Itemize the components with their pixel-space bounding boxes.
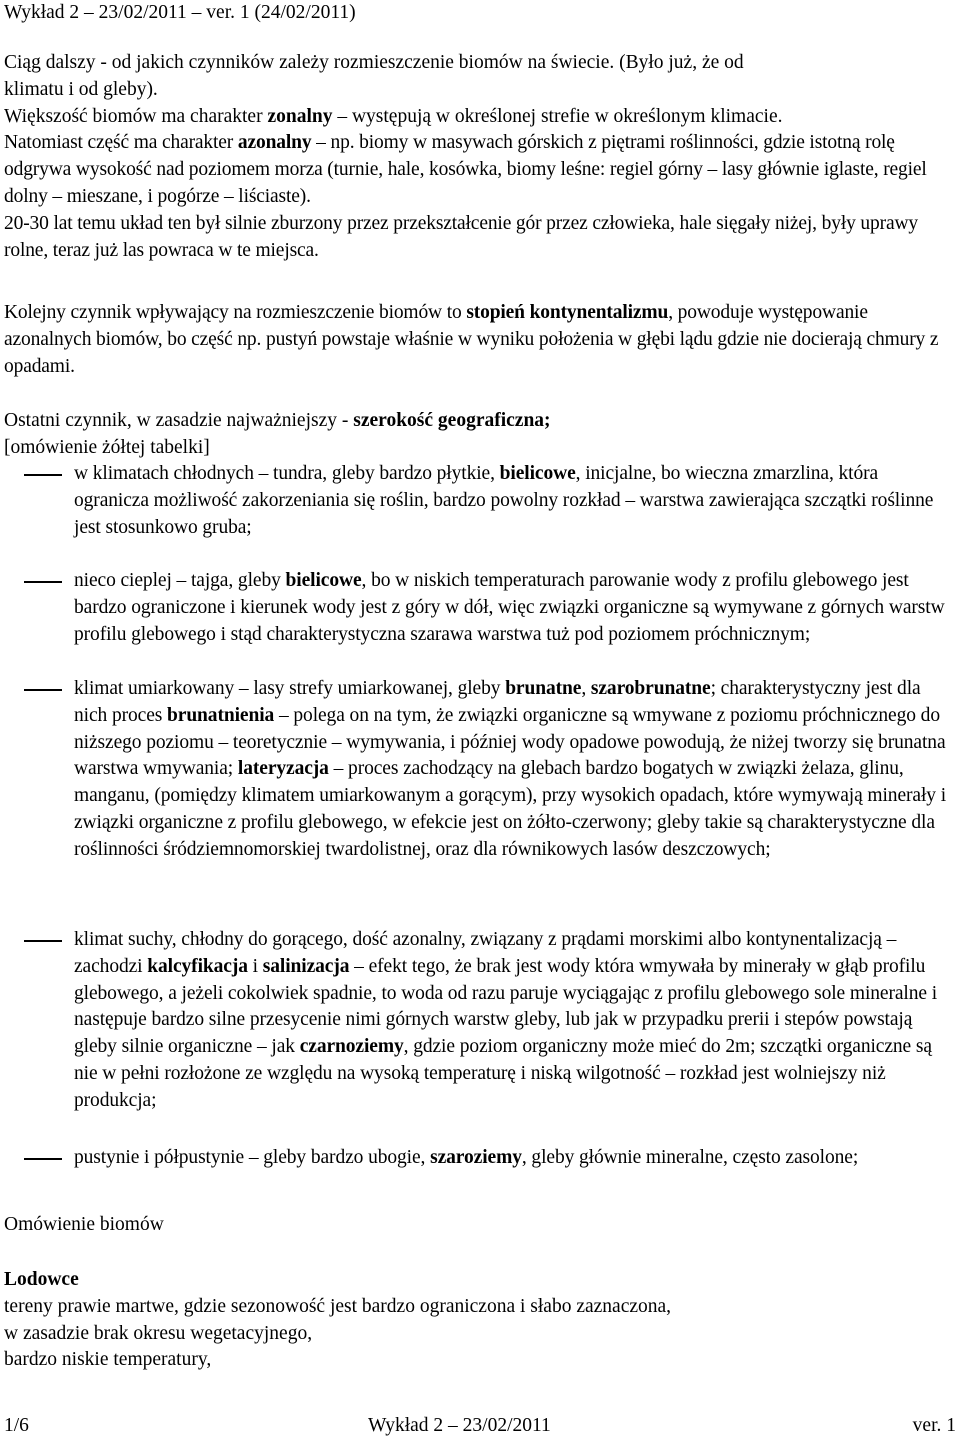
mountains-paragraph: 20-30 lat temu układ ten był silnie zburzony przez przekształcenie gór przez człowieka, hale sięgały niżej, były uprawy rolne, teraz już las powraca w te miejsca. <box>4 212 918 261</box>
text: , gdzie poziom organiczny może mieć do 2m; szczątki organiczne są nie w pełni rozłożone ze względu na wysoką temperaturę i niską wilgotność – rozkład jest wolniejszy niż produkcja; <box>74 1036 932 1111</box>
text: , bo w niskich temperaturach parowanie wody z profilu glebowego jest bardzo ograniczone i kierunek wody jest z góry w dół, więc związki organiczne są wymywane z górnych warstw profilu glebowego i stąd charakterystyczna szarawa warstwa tuż pod poziomem próchnicznym; <box>74 570 945 645</box>
term-azonalny: azonalny <box>237 132 312 154</box>
list-item: tereny prawie martwe, gdzie sezonowość jest bardzo ograniczona i słabo zaznaczona, <box>4 1295 672 1317</box>
table-note: [omówienie żółtej tabelki] <box>4 436 210 458</box>
text: Kolejny czynnik wpływający na rozmieszczenie biomów to <box>4 302 467 323</box>
section-title: Lodowce <box>4 1269 79 1290</box>
latitude-paragraph <box>4 408 956 462</box>
list-item <box>4 461 956 568</box>
biomes-heading: Omówienie biomów <box>4 1214 164 1235</box>
footer-version: ver. 1 <box>912 1415 956 1436</box>
term: salinizacja <box>262 955 350 977</box>
text: , gleby głównie mineralne, często zasolone; <box>521 1147 859 1168</box>
term: brunatne <box>505 678 582 699</box>
term: szaroziemy <box>430 1147 522 1168</box>
term: szarobrunatne <box>590 678 711 699</box>
page-number: 1/6 <box>4 1415 29 1436</box>
list-item <box>4 568 956 676</box>
intro-text: klimatu i od gleby). <box>4 78 158 100</box>
intro-line-1 <box>4 50 956 77</box>
dash-bullet-icon <box>24 1158 62 1160</box>
term-kontynentalizm: stopień kontynentalizmu <box>466 302 669 323</box>
text: Natomiast część ma charakter <box>4 132 238 154</box>
text: , <box>581 678 591 699</box>
term: kalcyfikacja <box>147 955 248 977</box>
text: pustynie i półpustynie – gleby bardzo ubogie, <box>74 1147 431 1168</box>
zonal-paragraph <box>4 104 956 131</box>
dash-bullet-icon <box>24 689 62 691</box>
intro-section <box>4 50 956 264</box>
text: , inicjalne, bo wieczna zmarzlina, która ogranicza możliwość zakorzeniania się roślin, bardzo powolny rozkład – warstwa zawierająca szczątki roślinne jest stosunkowo gruba; <box>74 463 934 538</box>
text: – np. biomy w masywach górskich z piętrami roślinności, gdzie istotną rolę odgrywa wysokość nad poziomem morza (turnie, hale, kosówka, biomy leśne: regiel górny – lasy głównie iglaste, regiel dolny – mieszane, i pogórze – liściaste). <box>4 132 927 207</box>
dash-bullet-icon <box>24 581 62 583</box>
text: – polega on na tym, że związki organiczne są wmywane z poziomu próchnicznego do niższego poziomu – teoretycznie – wymywania, i później wody opadowe powodują, że niżej tworzy się brunatna warstwa wmywania; <box>74 704 946 780</box>
page-header: Wykład 2 – 23/02/2011 – ver. 1 (24/02/2011) <box>4 2 356 23</box>
list-item <box>4 1145 956 1172</box>
intro-text: Ciąg dalszy - od jakich czynników zależy rozmieszczenie biomów na świecie. (Było już, że od <box>4 52 744 73</box>
text: i <box>247 955 263 977</box>
text: – proces zachodzący na glebach bardzo bogatych w związki żelaza, glinu, manganu, (pomiędzy klimatem umiarkowanym a gorącym), przy wysokich opadach, które wymywają minerały i związki organiczne z profilu glebowego, w efekcie jest on żółto-czerwony; gleby takie są charakterystyczne dla roślinności śródziemnomorskiej twardolistnej, oraz dla równikowych lasów deszczowych; <box>74 758 947 860</box>
lodowce-section <box>4 1267 956 1374</box>
text: w klimatach chłodnych – tundra, gleby bardzo płytkie, <box>74 463 500 484</box>
list-item <box>4 927 956 1145</box>
term: brunatnienia <box>167 704 275 726</box>
text: nieco cieplej – tajga, gleby <box>74 570 286 591</box>
text: Ostatni czynnik, w zasadzie najważniejszy - <box>4 410 354 431</box>
term: bielicowe <box>285 570 362 591</box>
azonal-paragraph <box>4 130 956 210</box>
text: ; charakterystyczny jest dla nich proces <box>74 678 921 726</box>
text: Większość biomów ma charakter <box>4 105 268 127</box>
climate-bullet-list <box>4 461 956 1172</box>
list-item <box>4 676 956 927</box>
list-item: w zasadzie brak okresu wegetacyjnego, <box>4 1322 313 1344</box>
text: , powoduje występowanie azonalnych biomów, bo część np. pustyń powstaje właśnie w wyniku położenia w głębi lądu gdzie nie docierają chmury z opadami. <box>4 302 939 377</box>
dash-bullet-icon <box>24 940 62 942</box>
footer-title: Wykład 2 – 23/02/2011 <box>368 1415 551 1436</box>
term-zonalny: zonalny <box>267 105 333 127</box>
term-szerokosc: szerokość geograficzna; <box>353 410 551 431</box>
term: lateryzacja <box>237 758 329 780</box>
text: klimat umiarkowany – lasy strefy umiarkowanej, gleby <box>74 678 506 699</box>
term: czarnoziemy <box>299 1036 404 1058</box>
continentality-paragraph <box>4 300 956 380</box>
dash-bullet-icon <box>24 474 62 476</box>
term: bielicowe <box>499 463 576 484</box>
text: – efekt tego, że brak jest wody która wmywała by minerały w głąb profilu glebowego, a jeżeli cokolwiek spadnie, to woda od razu paruje wyciągając z profilu glebowego sole mineralne i następuje bardzo silne przesycenie nimi górnych warstw gleby, lub jak w przypadku prerii i stepów powstają gleby silnie organiczne – jak <box>74 955 938 1058</box>
text: – występują w określonej strefie w określonym klimacie. <box>332 105 783 127</box>
intro-line-2 <box>4 77 956 104</box>
page-footer <box>4 1413 956 1440</box>
text: klimat suchy, chłodny do gorącego, dość azonalny, związany z prądami morskimi albo kontynentalizacją – zachodzi <box>74 929 897 977</box>
list-item: bardzo niskie temperatury, <box>4 1349 212 1371</box>
